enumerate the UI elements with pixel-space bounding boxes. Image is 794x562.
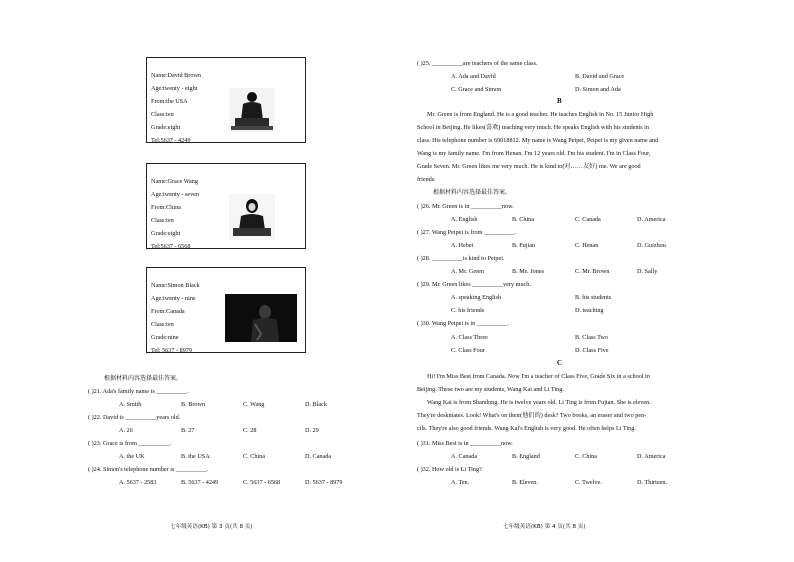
photo-dark-man <box>225 294 297 342</box>
option: B. Ms. Jones <box>512 268 544 275</box>
option: C. 28 <box>243 427 257 434</box>
card-from: From:China <box>151 204 181 211</box>
option: A. Ten. <box>451 479 470 486</box>
question-26: ( )26. Mr. Green is in __________now. <box>417 203 514 210</box>
card-age: Age:twenty - nine <box>151 295 196 302</box>
option: B. England <box>512 453 540 460</box>
option: B. China <box>512 216 535 223</box>
option: D. Canada <box>305 453 332 460</box>
option: D. Black <box>305 401 327 408</box>
card-grade: Grade:nine <box>151 334 179 341</box>
card-class: Class:ten <box>151 111 174 118</box>
profile-card-grace <box>146 163 306 249</box>
card-tel: Tel:5637 - 4249 <box>151 137 191 144</box>
question-25: ( )25. __________are teachers of the same class. <box>417 60 538 67</box>
option: D. Thirteen. <box>637 479 667 486</box>
option: A. 5637 - 2583 <box>119 479 157 486</box>
profile-card-david <box>146 57 306 143</box>
section-c-heading: C <box>557 359 563 367</box>
option: C. Wang <box>243 401 265 408</box>
instruction-right: 根据材料内容选择最佳答案。 <box>433 189 512 196</box>
question-23: ( )23. Grace is from __________. <box>88 440 171 447</box>
option: D. Sally <box>637 268 658 275</box>
page-footer: 七年级英语(KB) 第 3 页(共 8 页) <box>170 524 253 530</box>
option: C. Henan <box>575 242 599 249</box>
option: A. Class Three <box>451 334 488 341</box>
option: D. teaching <box>575 307 604 314</box>
option: A. the UK <box>119 453 145 460</box>
option: C. Twelve. <box>575 479 602 486</box>
photo-woman <box>229 194 275 240</box>
option: C. 5637 - 6568 <box>243 479 281 486</box>
option: D. 5637 - 8979 <box>305 479 343 486</box>
option: B. Class Two <box>575 334 608 341</box>
question-27: ( )27. Wang Peipei is from __________. <box>417 229 517 236</box>
right-page <box>397 0 794 562</box>
question-31: ( )31. Miss Best is in __________now. <box>417 440 513 447</box>
card-name: Name:David Brown <box>151 72 202 79</box>
option: B. Brown <box>181 401 206 408</box>
option: D. 29 <box>305 427 319 434</box>
option: B. 27 <box>181 427 195 434</box>
card-class: Class:ten <box>151 321 174 328</box>
photo-man <box>229 88 275 132</box>
option: A. Smith <box>119 401 142 408</box>
option: C. Grace and Simon <box>451 86 502 93</box>
option: D. Class Five <box>575 347 609 354</box>
option: D. America <box>637 216 666 223</box>
option: C. Mr. Brown <box>575 268 610 275</box>
question-30: ( )30. Wang Peipei is in __________. <box>417 320 510 327</box>
option: A. speaking English <box>451 294 502 301</box>
option: C. Class Four <box>451 347 485 354</box>
card-name: Name:Grace Wang <box>151 178 198 185</box>
option: C. China <box>243 453 266 460</box>
card-from: From:the USA <box>151 98 188 105</box>
option: B. 5637 - 4249 <box>181 479 219 486</box>
card-grade: Grade:eight <box>151 230 181 237</box>
question-24: ( )24. Simon's telephone number is __________. <box>88 466 209 473</box>
option: A. English <box>451 216 478 223</box>
card-class: Class:ten <box>151 217 174 224</box>
passage-c: Hi! I'm Miss Best from Canada. Now I'm a teacher of Class Five, Grade Six in a school in Beijing. These two are my students, Wang Kai and Li Ting. Wang Kai is from Shandong. He is twelve years old. Li Ting is from Fujian. She is eleven. They're deskmates. Look! What's on their(他们的) desk? Two books, an eraser and two pen- cils. They're also good friends. Wang Kai's English is very good. He often helps Li Ting. <box>417 373 651 433</box>
option: A. Hebei <box>451 242 474 249</box>
card-grade: Grade:eight <box>151 124 181 131</box>
option: C. his friends <box>451 307 485 314</box>
card-tel: Tel: 5637 - 8979 <box>151 347 192 354</box>
question-32: ( )32. How old is Li Ting? <box>417 466 482 473</box>
option: D. Simon and Ada <box>575 86 621 93</box>
option: B. David and Grace <box>575 73 625 80</box>
page-footer: 七年级英语(KB) 第 4 页(共 8 页) <box>503 524 586 530</box>
option: A. 26 <box>119 427 133 434</box>
option: D. Guizhou <box>637 242 666 249</box>
option: B. the USA <box>181 453 210 460</box>
option: D. America <box>637 453 666 460</box>
card-tel: Tel:5637 - 6568 <box>151 243 191 250</box>
option: B. Eleven. <box>512 479 538 486</box>
option: A. Canada <box>451 453 478 460</box>
question-21: ( )21. Ada's family name is __________. <box>88 388 189 395</box>
instruction-left: 根据材料内容选择最佳答案。 <box>104 375 183 382</box>
option: C. China <box>575 453 598 460</box>
option: A. Ada and David <box>451 73 496 80</box>
card-from: From:Canada <box>151 308 185 315</box>
question-28: ( )28. __________is kind to Peipei. <box>417 255 505 262</box>
profile-card-simon <box>146 267 306 353</box>
card-name: Name:Simon Black <box>151 282 200 289</box>
passage-b: Mr. Green is from England. He is a good teacher. He teaches English in No. 15 Junior High School in Beijing. He likes(喜欢) teaching very much. He speaks English with his students in class. His telephone number is 69018812. My name is Wang Peipei, Peipei is my given name and Wang is my family name. I'm from Henan. I'm 12 years old. I'm his student. I'm in Class Four, Grade Seven. Mr. Green likes me very much. He is kind to(对……友好) me. We are good friends. <box>417 111 659 184</box>
option: A. Mr. Green <box>451 268 484 275</box>
card-age: Age:twenty - eight <box>151 85 198 92</box>
option: B. Fujian <box>512 242 536 249</box>
question-22: ( )22. David is __________years old. <box>88 414 181 421</box>
card-age: Age:twenty - seven <box>151 191 200 198</box>
option: C. Canada <box>575 216 601 223</box>
question-29: ( )29. Mr. Green likes __________very much. <box>417 281 531 288</box>
option: B. his students <box>575 294 612 301</box>
section-b-heading: B <box>557 97 562 105</box>
